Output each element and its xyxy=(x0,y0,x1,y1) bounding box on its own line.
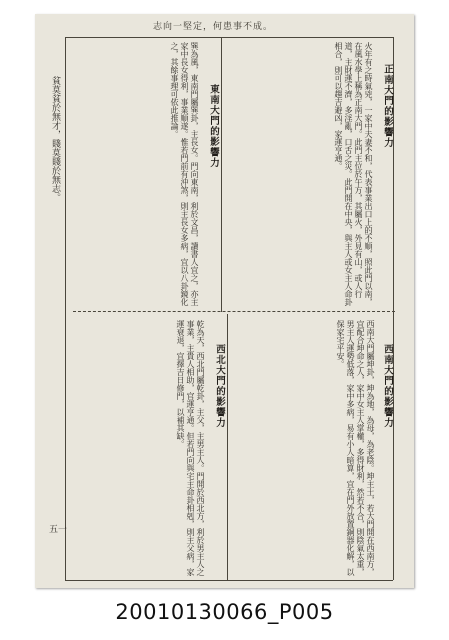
bottom-rule xyxy=(65,580,393,581)
top-rule xyxy=(65,37,393,38)
text-southwest-gate: 西南大門屬坤卦，坤為地，為母，為老陰。坤主土，若大門開在西南方，宜配合坤命之人，家中女主人掌權，多得財利，然若不合，則陰氣太重，男主人運勢低落，家中多病，易有小人暗算，宜在門外放置銅器化解，以保家宅平安。 xyxy=(336,320,375,576)
text-southeast-gate: 巽為風，東南門屬巽卦，主長女。門向東南，利於文昌，讀書人宜之，亦主家中長女得利，事業順遂。惟若門前有沖煞，則主長女多病，宜以八卦鏡化之，其餘事理可依此推論。 xyxy=(170,42,199,306)
section-divider xyxy=(73,311,395,312)
upper-column-divider xyxy=(221,37,222,312)
page-header xyxy=(35,14,414,36)
title-south-gate: 正南大門的影響力 xyxy=(382,64,393,148)
book-page xyxy=(35,14,414,588)
text-south-gate: 火年有之時氣兇，一家中夫妻不和，代表事業出口上的不順，照此門以南，在風水學上稱為正南大門。此門主位於午方，其屬火，外見有山，或人行道，主財運不濟，多淫亂，口舌之災。此門開在中央，與主人或女主人命卦相合，則可以趨吉避凶，家運亨通。 xyxy=(334,42,373,306)
title-southwest-gate: 西南大門的影響力 xyxy=(382,344,393,428)
page-number: 五一 xyxy=(49,525,68,535)
lower-column-divider xyxy=(227,314,228,580)
image-caption: 20010130066_P005 xyxy=(115,600,334,624)
side-proverb: 貧莫貧於無才，賤莫賤於無志。 xyxy=(50,76,60,202)
text-northwest-gate: 乾為天，西北門屬乾卦，主父，主男主人。門開於西北方，利於男主人之事業，主貴人相助，官運亨通。但若門向與宅主命卦相剋，則主父病，家運衰退，宜擇吉日修門，以補其缺。 xyxy=(176,320,205,576)
title-southeast-gate: 東南大門的影響力 xyxy=(208,84,219,168)
title-northwest-gate: 西北大門的影響力 xyxy=(214,344,225,428)
header-motto: 志向一堅定，何患事不成。 xyxy=(153,22,274,32)
left-margin-rule xyxy=(65,37,66,580)
